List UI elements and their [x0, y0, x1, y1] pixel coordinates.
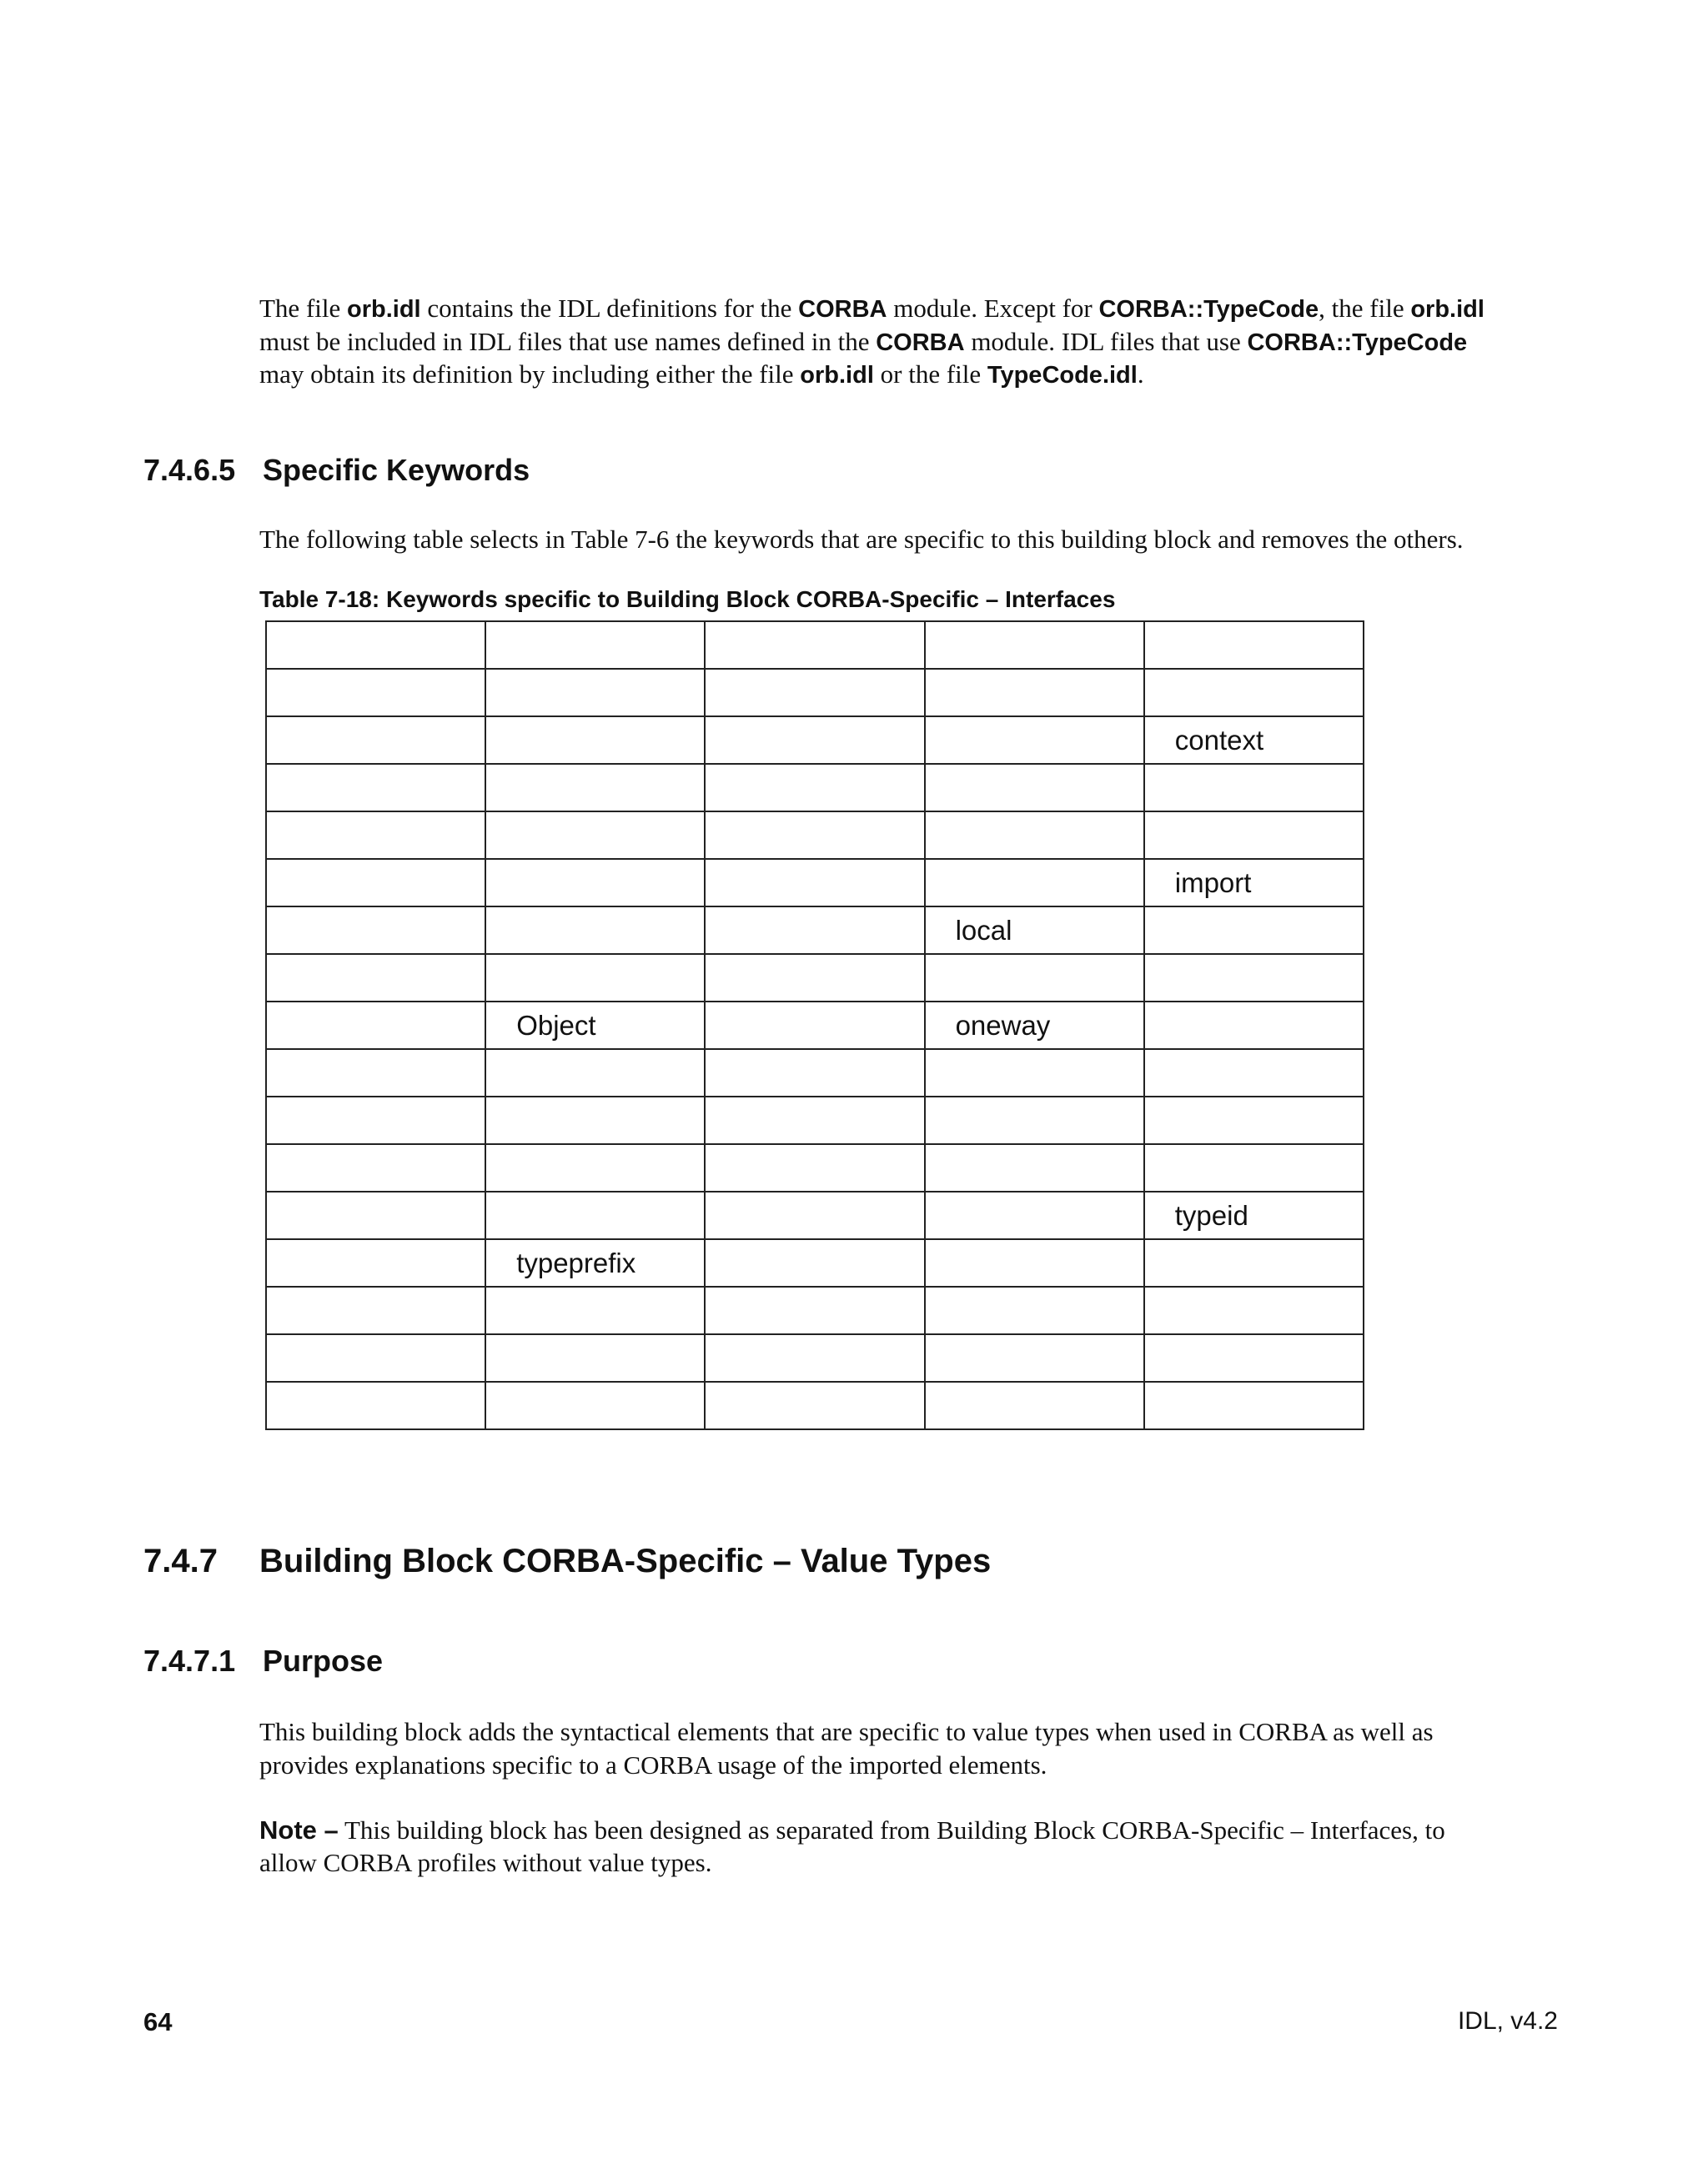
table-row	[266, 1049, 1364, 1097]
table-cell	[266, 669, 485, 716]
table-row	[266, 764, 1364, 811]
table-cell	[485, 1144, 705, 1192]
table-cell	[925, 1239, 1144, 1287]
table-cell	[485, 811, 705, 859]
table-row	[266, 1002, 1364, 1049]
table-cell	[925, 1049, 1144, 1097]
table-caption: Table 7-18: Keywords specific to Building Block CORBA-Specific – Interfaces	[259, 586, 1116, 612]
table-cell: typeprefix	[485, 1239, 705, 1287]
table-row	[266, 859, 1364, 906]
table-cell	[925, 764, 1144, 811]
table-cell	[266, 859, 485, 906]
table-cell	[266, 621, 485, 669]
table-cell	[925, 1287, 1144, 1334]
table-cell	[705, 906, 924, 954]
keywords-table	[265, 620, 1364, 1430]
table-cell	[485, 1334, 705, 1382]
table-cell	[266, 1192, 485, 1239]
table-cell	[705, 1097, 924, 1144]
page-number: 64	[143, 2007, 173, 2036]
table-cell	[485, 906, 705, 954]
table-cell	[1144, 621, 1364, 669]
table-cell	[485, 764, 705, 811]
table-row	[266, 1192, 1364, 1239]
intro-text: , the file	[1319, 294, 1411, 323]
table-cell	[705, 621, 924, 669]
table-row	[266, 621, 1364, 669]
table-cell	[705, 1334, 924, 1382]
table-cell	[266, 1097, 485, 1144]
table-cell	[266, 1144, 485, 1192]
table-cell	[485, 859, 705, 906]
table-cell	[485, 1382, 705, 1429]
intro-line-3	[259, 358, 1144, 392]
intro-line-1	[259, 292, 1484, 326]
table-cell	[1144, 1382, 1364, 1429]
filename-orb-idl: orb.idl	[347, 296, 421, 323]
table-cell: oneway	[925, 1002, 1144, 1049]
table-cell	[266, 1287, 485, 1334]
table-cell	[1144, 1287, 1364, 1334]
table-cell	[705, 811, 924, 859]
table-row	[266, 1239, 1364, 1287]
table-cell	[1144, 1144, 1364, 1192]
table-row	[266, 906, 1364, 954]
table-cell	[266, 1049, 485, 1097]
section-number: 7.4.7.1	[143, 1644, 236, 1678]
table-cell: local	[925, 906, 1144, 954]
table-row	[266, 669, 1364, 716]
table-cell	[925, 621, 1144, 669]
table-cell	[705, 1287, 924, 1334]
table-cell	[705, 1382, 924, 1429]
table-row	[266, 954, 1364, 1002]
intro-line-2	[259, 325, 1467, 359]
table-cell	[485, 1097, 705, 1144]
intro-text: must be included in IDL files that use names defined in the	[259, 327, 877, 356]
table-cell	[266, 1239, 485, 1287]
table-cell	[705, 1239, 924, 1287]
table-cell	[925, 859, 1144, 906]
table-cell	[705, 1049, 924, 1097]
table-cell	[925, 1192, 1144, 1239]
table-cell	[1144, 1239, 1364, 1287]
table-cell	[1144, 1097, 1364, 1144]
table-cell	[925, 1382, 1144, 1429]
table-cell	[1144, 1334, 1364, 1382]
table-cell	[266, 906, 485, 954]
type-corba-typecode: CORBA::TypeCode	[1247, 329, 1468, 356]
doc-title: IDL, v4.2	[1457, 2007, 1558, 2035]
intro-text: The file	[259, 294, 348, 323]
section-title: Purpose	[263, 1644, 384, 1678]
table-cell	[705, 764, 924, 811]
table-cell	[705, 1002, 924, 1049]
table-cell	[266, 716, 485, 764]
table-cell	[1144, 811, 1364, 859]
table-cell	[925, 954, 1144, 1002]
table-cell	[705, 1192, 924, 1239]
table-cell	[485, 621, 705, 669]
table-cell	[705, 669, 924, 716]
table-row	[266, 1334, 1364, 1382]
intro-text: contains the IDL definitions for the	[420, 294, 799, 323]
table-cell	[705, 859, 924, 906]
table-cell	[1144, 1049, 1364, 1097]
note-text: This building block has been designed as separated from Building Block CORBA-Specific – Interfaces, to	[338, 1815, 1445, 1845]
filename-orb-idl: orb.idl	[800, 362, 874, 389]
note-line-1	[259, 1814, 1445, 1847]
table-cell	[925, 716, 1144, 764]
table-cell	[925, 669, 1144, 716]
table-cell	[485, 954, 705, 1002]
table-cell	[705, 716, 924, 764]
section-number: 7.4.6.5	[143, 453, 236, 487]
table-cell	[485, 1192, 705, 1239]
type-corba-typecode: CORBA::TypeCode	[1098, 296, 1319, 323]
table-cell: typeid	[1144, 1192, 1364, 1239]
table-cell	[485, 1287, 705, 1334]
section-title: Specific Keywords	[263, 453, 530, 487]
intro-text: may obtain its definition by including either the file	[259, 359, 801, 389]
table-cell	[266, 811, 485, 859]
table-cell	[266, 1334, 485, 1382]
intro-text: module. IDL files that use	[964, 327, 1248, 356]
purpose-line-1: This building block adds the syntactical elements that are specific to value types when used in CORBA as well as	[259, 1717, 1434, 1746]
table-cell	[485, 1049, 705, 1097]
table-cell	[1144, 669, 1364, 716]
section-number: 7.4.7	[143, 1543, 218, 1579]
table-cell	[925, 1334, 1144, 1382]
filename-typecode-idl: TypeCode.idl	[987, 362, 1138, 389]
intro-text: module. Except for	[887, 294, 1099, 323]
table-cell	[1144, 954, 1364, 1002]
table-row	[266, 811, 1364, 859]
note-label: Note –	[259, 1815, 339, 1845]
table-row	[266, 1287, 1364, 1334]
table-cell	[925, 811, 1144, 859]
table-row	[266, 716, 1364, 764]
module-corba: CORBA	[798, 296, 887, 323]
table-cell	[485, 669, 705, 716]
intro-text: .	[1137, 359, 1144, 389]
table-cell	[266, 1002, 485, 1049]
section-paragraph: The following table selects in Table 7-6 the keywords that are specific to this building block and removes the others.	[259, 525, 1464, 554]
table-cell	[925, 1144, 1144, 1192]
table-cell: Object	[485, 1002, 705, 1049]
table-cell	[705, 1144, 924, 1192]
table-cell	[1144, 764, 1364, 811]
table-cell	[925, 1097, 1144, 1144]
table-cell	[485, 716, 705, 764]
table-cell	[705, 954, 924, 1002]
intro-text: or the file	[873, 359, 987, 389]
section-title: Building Block CORBA-Specific – Value Types	[259, 1543, 992, 1579]
module-corba: CORBA	[876, 329, 965, 356]
filename-orb-idl: orb.idl	[1410, 296, 1484, 323]
table-cell: context	[1144, 716, 1364, 764]
table-cell: import	[1144, 859, 1364, 906]
table-row	[266, 1097, 1364, 1144]
table-cell	[266, 1382, 485, 1429]
table-cell	[266, 764, 485, 811]
table-row	[266, 1144, 1364, 1192]
table-cell	[1144, 1002, 1364, 1049]
table-cell	[266, 954, 485, 1002]
purpose-line-2: provides explanations specific to a CORBA usage of the imported elements.	[259, 1750, 1047, 1780]
note-line-2: allow CORBA profiles without value types.	[259, 1848, 712, 1877]
table-row	[266, 1382, 1364, 1429]
table-cell	[1144, 906, 1364, 954]
